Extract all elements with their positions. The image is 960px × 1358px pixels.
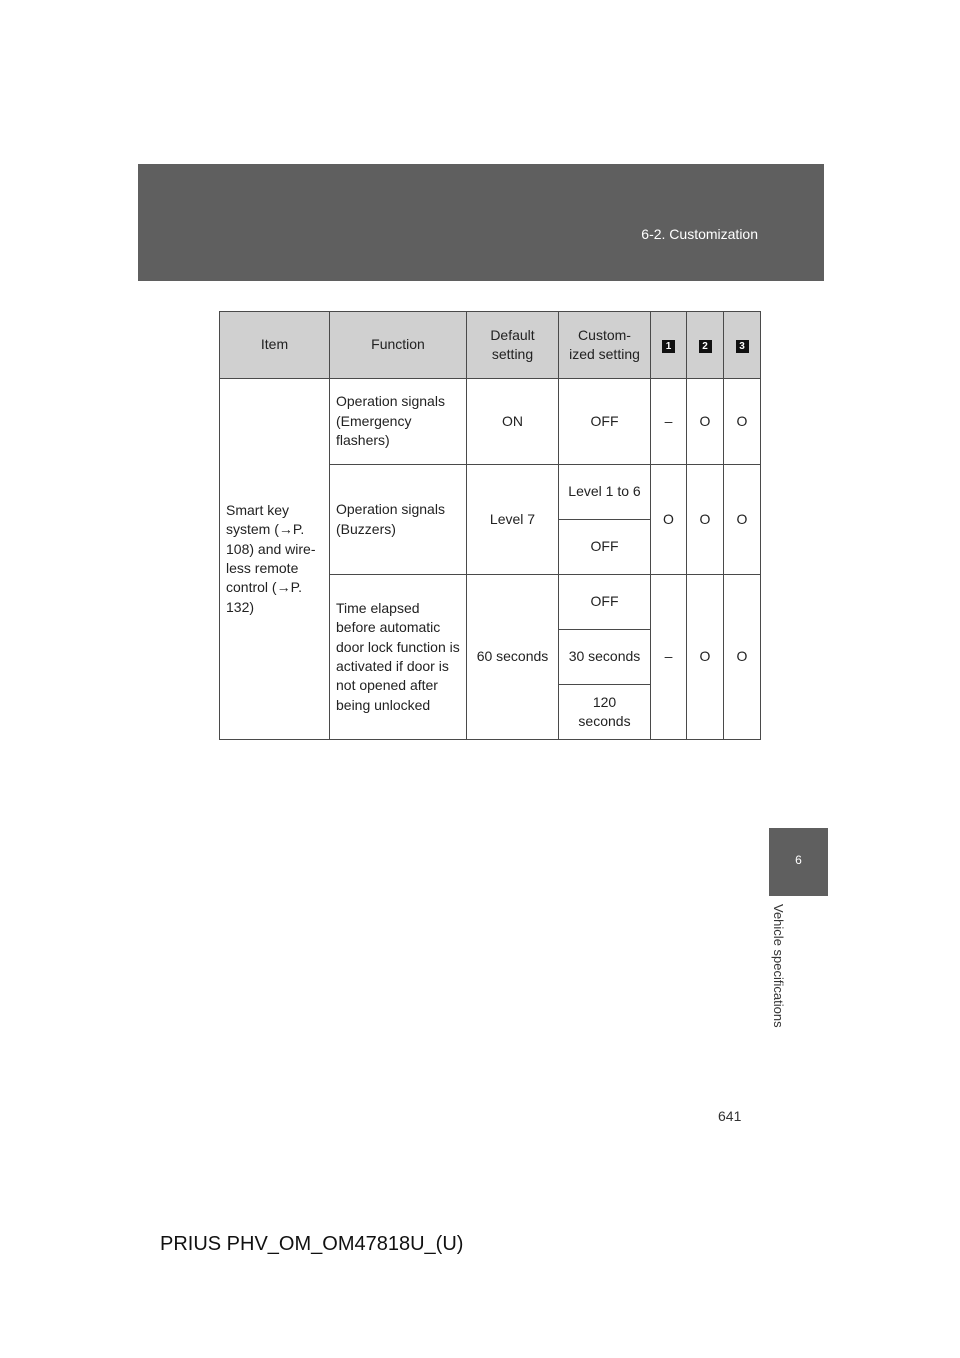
number-3-icon: 3 bbox=[736, 340, 749, 353]
custom-cell: OFF bbox=[559, 575, 651, 630]
table-row bbox=[220, 379, 761, 465]
custom-cell: 120 seconds bbox=[559, 685, 651, 740]
header-band bbox=[138, 164, 824, 281]
mark-cell: O bbox=[687, 379, 724, 465]
mark-cell: O bbox=[724, 379, 761, 465]
mark-cell: O bbox=[687, 465, 724, 575]
default-cell: ON bbox=[467, 379, 559, 465]
number-1-icon: 1 bbox=[662, 340, 675, 353]
document-code: PRIUS PHV_OM_OM47818U_(U) bbox=[160, 1233, 464, 1255]
custom-cell: OFF bbox=[559, 379, 651, 465]
number-2-icon: 2 bbox=[699, 340, 712, 353]
default-cell: 60 seconds bbox=[467, 575, 559, 740]
header-col-1 bbox=[651, 312, 687, 379]
item-cell: Smart key system (→P. 108) and wire- less remote control (→P. 132) bbox=[220, 379, 330, 740]
chapter-label: Vehicle specifications bbox=[771, 904, 786, 1028]
custom-cell: 30 seconds bbox=[559, 630, 651, 685]
custom-cell: OFF bbox=[559, 520, 651, 575]
header-col-3 bbox=[724, 312, 761, 379]
customization-table bbox=[219, 311, 761, 740]
function-cell: Time elapsed before automatic door lock function is activated if door is not opened after being unlocked bbox=[330, 575, 467, 740]
default-cell: Level 7 bbox=[467, 465, 559, 575]
header-item: Item bbox=[220, 312, 330, 379]
header-default-setting: Default setting bbox=[467, 312, 559, 379]
custom-cell: Level 1 to 6 bbox=[559, 465, 651, 520]
mark-cell: O bbox=[724, 465, 761, 575]
mark-cell: O bbox=[724, 575, 761, 740]
mark-cell: – bbox=[651, 575, 687, 740]
header-col-2 bbox=[687, 312, 724, 379]
function-cell: Operation signals (Buzzers) bbox=[330, 465, 467, 575]
mark-cell: O bbox=[687, 575, 724, 740]
page-number: 641 bbox=[718, 1108, 742, 1124]
function-cell: Operation signals (Emergency flashers) bbox=[330, 379, 467, 465]
section-title: 6-2. Customization bbox=[641, 226, 758, 242]
header-customized-setting: Custom- ized setting bbox=[559, 312, 651, 379]
mark-cell: O bbox=[651, 465, 687, 575]
chapter-tab bbox=[769, 828, 828, 896]
header-function: Function bbox=[330, 312, 467, 379]
table-header-row bbox=[220, 312, 761, 379]
mark-cell: – bbox=[651, 379, 687, 465]
chapter-number: 6 bbox=[795, 853, 802, 867]
